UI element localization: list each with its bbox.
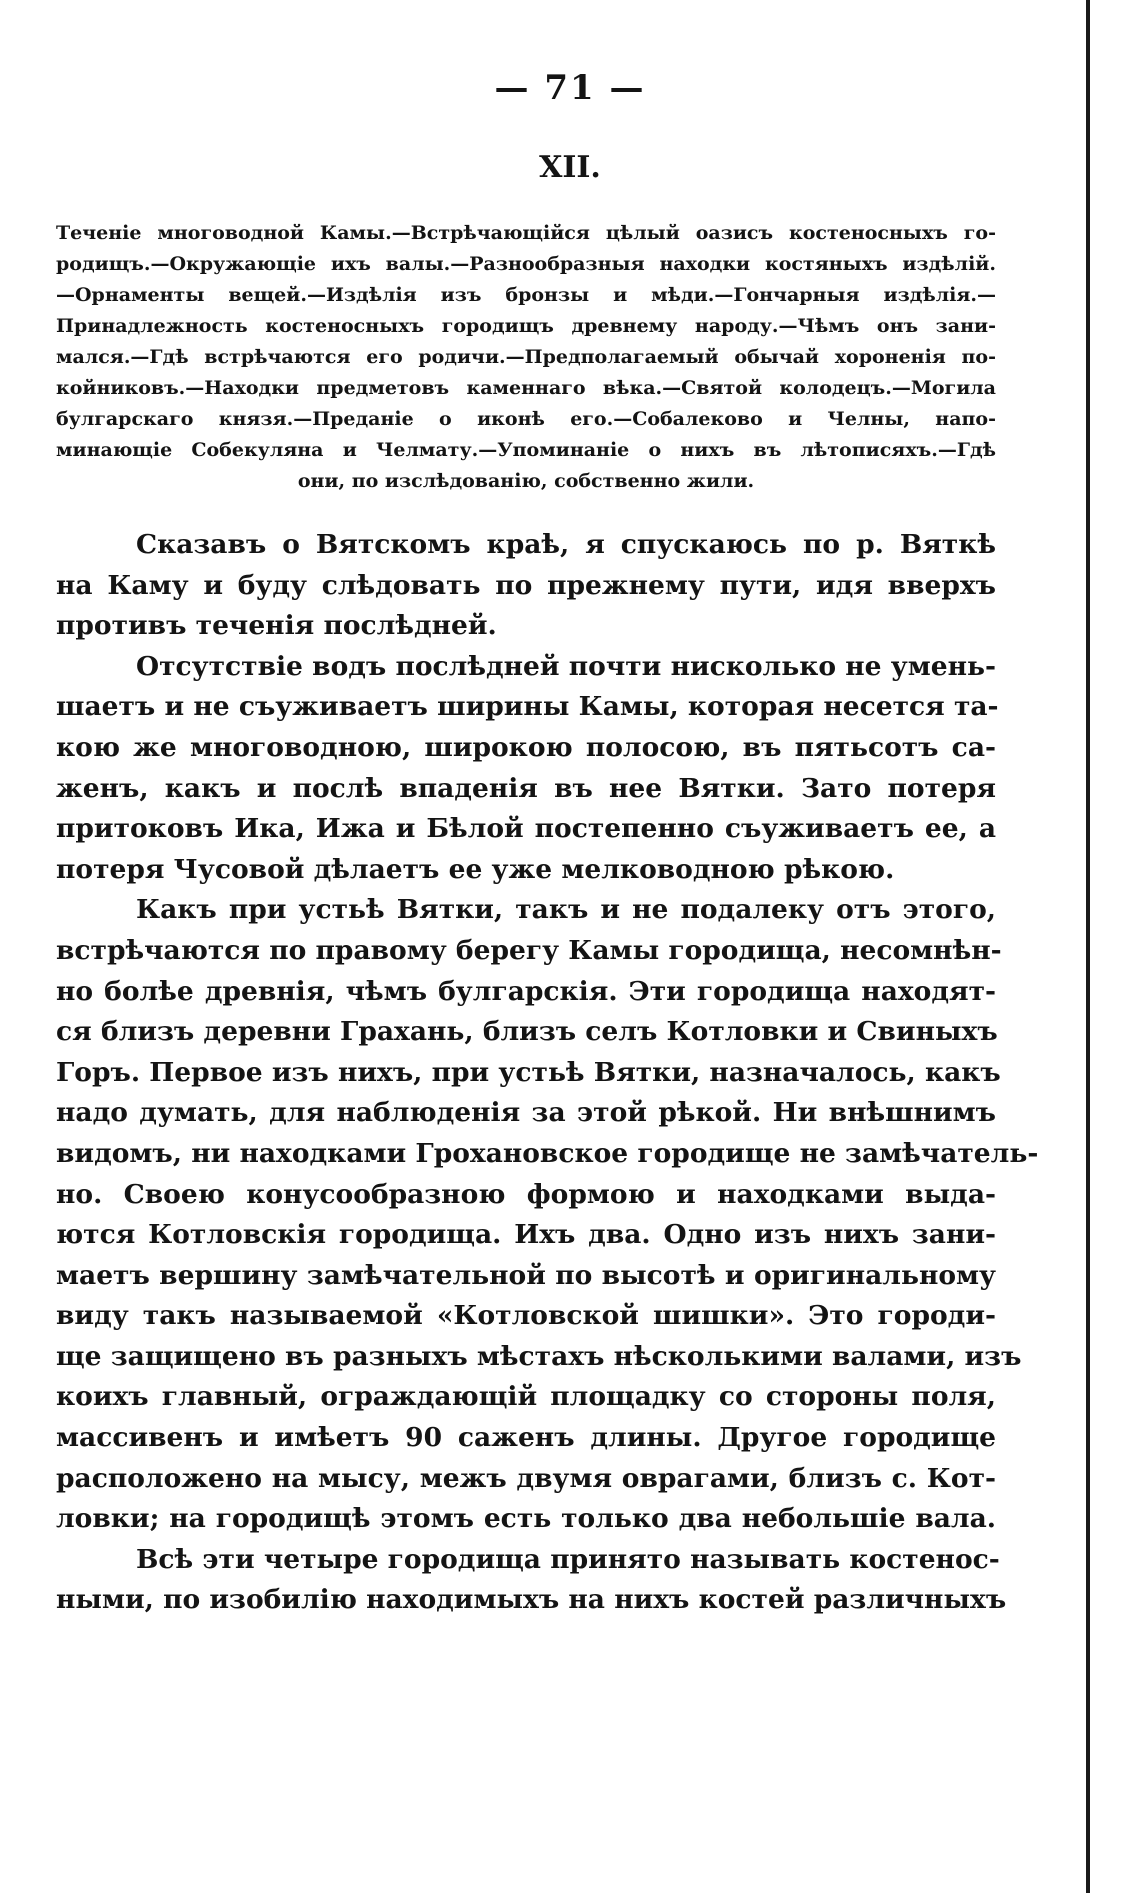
paragraph-3-line: надо думать, для наблюденія за этой рѣкой. Ни внѣшнимъ — [56, 1097, 996, 1129]
summary-line: они, по изслѣдованію, собственно жили. — [297, 470, 755, 492]
paragraph-3-line: ся близъ деревни Грахань, близъ селъ Котловки и Свиныхъ — [56, 1016, 998, 1048]
paragraph-3-line: коихъ главный, ограждающій площадку со стороны поля, — [56, 1381, 996, 1413]
page-edge-line — [1086, 0, 1090, 1893]
paragraph-3-line: ще защищено въ разныхъ мѣстахъ нѣсколькими валами, изъ — [56, 1340, 1022, 1372]
paragraph-3-line: Какъ при устьѣ Вятки, такъ и не подалеку отъ этого, — [136, 894, 996, 926]
paragraph-4-line: Всѣ эти четыре городища принято называть костенос- — [136, 1543, 1000, 1575]
paragraph-3-line: маетъ вершину замѣчательной по высотѣ и оригинальному — [56, 1259, 996, 1291]
body-text — [56, 525, 1039, 1621]
page-number: — 71 — — [494, 68, 646, 108]
chapter-title: XII. — [539, 150, 601, 185]
summary-line: —Орнаменты вещей.—Издѣлія изъ бронзы и мѣди.—Гончарныя издѣлія.— — [56, 284, 996, 306]
paragraph-3-line: но болѣе древнія, чѣмъ булгарскія. Эти городища находят- — [56, 975, 996, 1007]
paragraph-3-line: встрѣчаются по правому берегу Камы городища, несомнѣн- — [56, 934, 1002, 966]
paragraph-2-line: притоковъ Ика, Ижа и Бѣлой постепенно съуживаетъ ее, а — [56, 813, 996, 845]
paragraph-3-line: виду такъ называемой «Котловской шишки». Это городи- — [56, 1300, 996, 1332]
paragraph-2-line: Отсутствіе водъ послѣдней почти нисколько не умень- — [136, 650, 996, 682]
paragraph-3-line: массивенъ и имѣетъ 90 саженъ длины. Другое городище — [56, 1422, 996, 1454]
paragraph-2-line: женъ, какъ и послѣ впаденія въ нее Вятки. Зато потеря — [56, 772, 996, 804]
summary-line: Принадлежность костеносныхъ городищъ древнему народу.—Чѣмъ онъ зани- — [56, 315, 996, 337]
summary-line: Теченіе многоводной Камы.—Встрѣчающійся цѣлый оазисъ костеносныхъ го- — [56, 222, 996, 244]
summary-line: мался.—Гдѣ встрѣчаются его родичи.—Предполагаемый обычай хороненія по- — [56, 346, 996, 368]
summary-line: родищъ.—Окружающіе ихъ валы.—Разнообразныя находки костяныхъ издѣлій. — [56, 253, 996, 275]
chapter-summary — [56, 218, 996, 497]
summary-line: минающіе Собекуляна и Челмату.—Упоминаніе о нихъ въ лѣтописяхъ.—Гдѣ — [56, 439, 996, 461]
paragraph-1-line: противъ теченія послѣдней. — [56, 610, 497, 642]
paragraph-3-line: Горъ. Первое изъ нихъ, при устьѣ Вятки, назначалось, какъ — [56, 1056, 1001, 1088]
paragraph-2-line: потеря Чусовой дѣлаетъ ее уже мелководною рѣкою. — [56, 853, 895, 885]
summary-line: койниковъ.—Находки предметовъ каменнаго вѣка.—Святой колодецъ.—Могила — [56, 377, 996, 399]
paragraph-4-line: ными, по изобилію находимыхъ на нихъ костей различныхъ — [56, 1584, 1007, 1616]
paragraph-3-line: ловки; на городищѣ этомъ есть только два небольшіе вала. — [56, 1503, 996, 1535]
paragraph-1-line: Сказавъ о Вятскомъ краѣ, я спускаюсь по р. Вяткѣ — [136, 529, 996, 560]
paragraph-3-line: видомъ, ни находками Грохановское городище не замѣчатель- — [56, 1137, 1039, 1169]
paragraph-2-line: шаетъ и не съуживаетъ ширины Камы, которая несется та- — [56, 691, 999, 723]
summary-line: булгарскаго князя.—Преданіе о иконѣ его.—Собалеково и Челны, напо- — [56, 408, 996, 430]
paragraph-3-line: расположено на мысу, межъ двумя оврагами, близъ с. Кот- — [56, 1462, 996, 1494]
paragraph-1-line: на Каму и буду слѣдовать по прежнему пути, идя вверхъ — [56, 569, 996, 601]
paragraph-3-line: но. Своею конусообразною формою и находками выда- — [56, 1178, 996, 1210]
paragraph-3-line: ются Котловскія городища. Ихъ два. Одно изъ нихъ зани- — [56, 1219, 996, 1251]
paragraph-2-line: кою же многоводною, широкою полосою, въ пятьсотъ са- — [56, 731, 996, 763]
